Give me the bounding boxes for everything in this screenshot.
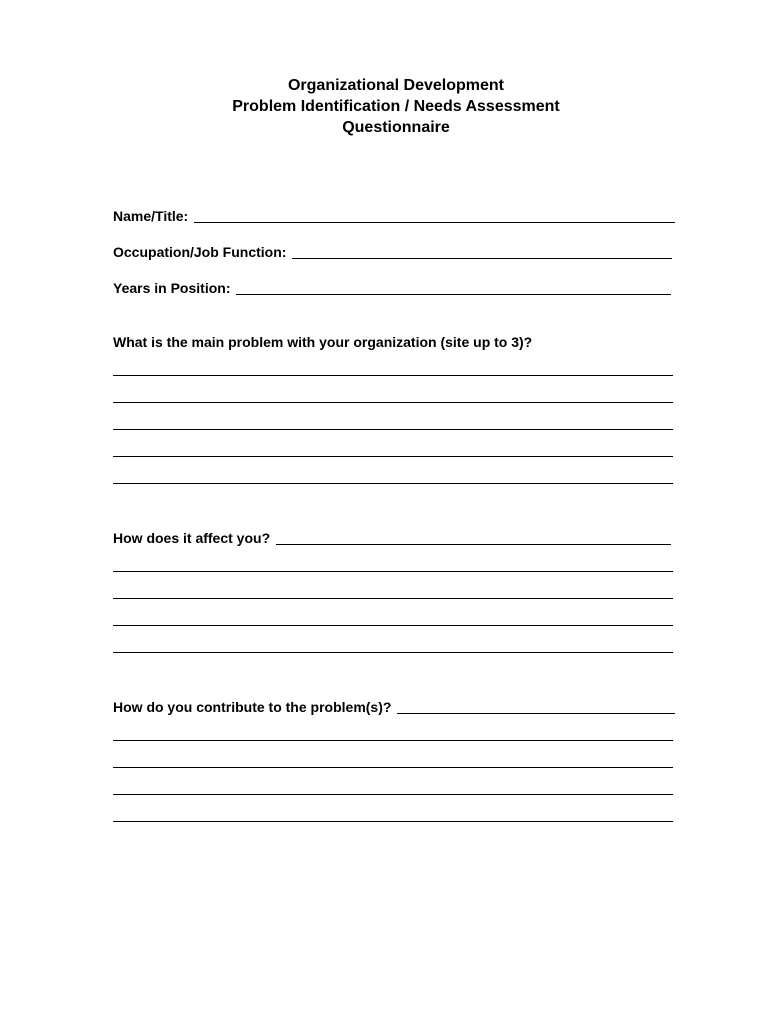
q2-answer-line-4[interactable] [113, 652, 673, 653]
question-3-row [113, 699, 675, 716]
question-1: What is the main problem with your organization (site up to 3)? [113, 334, 533, 350]
q1-answer-line-4[interactable] [113, 456, 673, 457]
q3-answer-line-1[interactable] [113, 740, 673, 741]
q3-inline-blank[interactable] [397, 713, 675, 714]
name-title-field [113, 208, 675, 225]
question-2: How does it affect you? [113, 530, 271, 546]
q1-answer-line-2[interactable] [113, 402, 673, 403]
years-label: Years in Position: [113, 280, 231, 296]
question-3: How do you contribute to the problem(s)? [113, 699, 392, 715]
title-line-1: Organizational Development [287, 77, 505, 94]
title-line-2: Problem Identification / Needs Assessment [232, 98, 560, 115]
q2-answer-line-1[interactable] [113, 571, 673, 572]
q2-answer-line-3[interactable] [113, 625, 673, 626]
years-field [113, 280, 671, 297]
q2-answer-line-2[interactable] [113, 598, 673, 599]
occupation-field [113, 244, 672, 261]
name-title-label: Name/Title: [113, 208, 189, 224]
q1-answer-line-1[interactable] [113, 375, 673, 376]
years-blank[interactable] [236, 294, 671, 295]
title-line-3: Questionnaire [342, 119, 450, 136]
q1-answer-line-3[interactable] [113, 429, 673, 430]
q3-answer-line-2[interactable] [113, 767, 673, 768]
q3-answer-line-3[interactable] [113, 794, 673, 795]
question-2-row [113, 530, 671, 547]
occupation-label: Occupation/Job Function: [113, 244, 287, 260]
occupation-blank[interactable] [292, 258, 672, 259]
q3-answer-line-4[interactable] [113, 821, 673, 822]
q1-answer-line-5[interactable] [113, 483, 673, 484]
name-title-blank[interactable] [194, 222, 675, 223]
document-title [0, 75, 768, 138]
q2-inline-blank[interactable] [276, 544, 671, 545]
